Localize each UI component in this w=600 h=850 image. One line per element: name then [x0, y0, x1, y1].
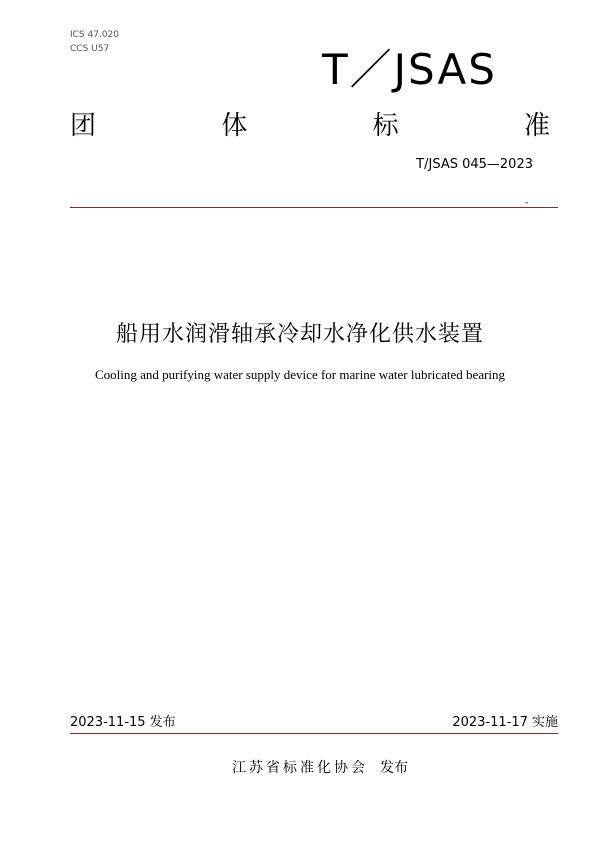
standard-type-char: 标 [372, 111, 399, 141]
publisher-name: 江苏省标准化协会 [232, 760, 368, 776]
standard-number: T/JSAS 045—2023 [416, 157, 533, 172]
standard-type-char: 准 [523, 111, 550, 141]
ics-code: ICS 47.020 [70, 30, 120, 40]
bottom-divider [70, 733, 558, 734]
implementation-date: 2023-11-17 实施 [452, 715, 558, 730]
document-title-english: Cooling and purifying water supply device for marine water lubricated bearing [94, 367, 506, 382]
issue-date: 2023-11-15 发布 [70, 715, 176, 730]
standard-org-code: T／JSAS [322, 45, 497, 94]
document-title-chinese: 船用水润滑轴承冷却水净化供水装置 [115, 322, 484, 347]
ccs-code: CCS U57 [70, 44, 110, 54]
rule-tick-mark: - [525, 198, 529, 208]
publisher-suffix: 发布 [380, 760, 408, 776]
standard-type [70, 108, 550, 144]
standard-type-char: 团 [70, 111, 97, 141]
publisher-line [150, 758, 490, 778]
top-divider [70, 207, 558, 208]
standard-type-char: 体 [221, 111, 248, 141]
